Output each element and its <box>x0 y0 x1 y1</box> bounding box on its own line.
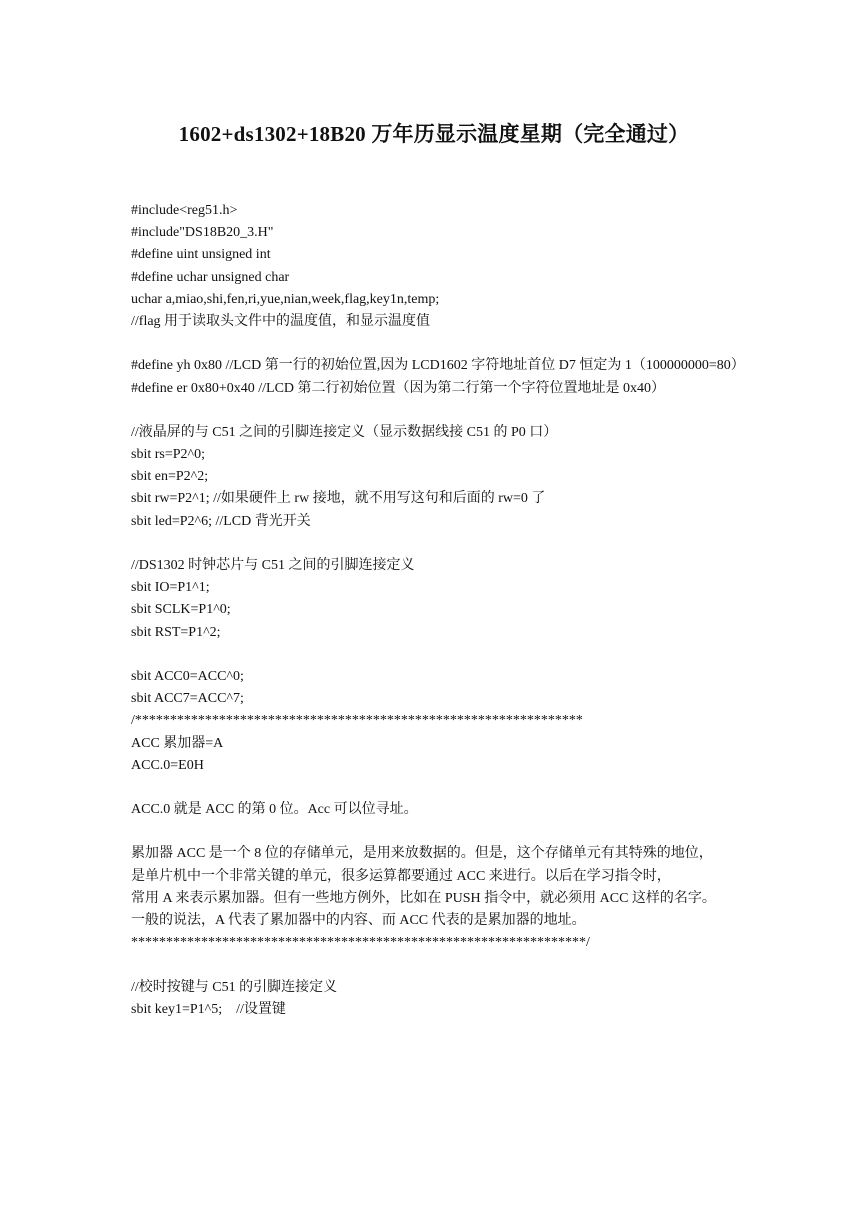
document-body <box>131 200 745 1021</box>
comment-line: //校时按键与 C51 的引脚连接定义 <box>131 979 338 995</box>
comment-line: //DS1302 时钟芯片与 C51 之间的引脚连接定义 <box>131 558 415 574</box>
paragraph-line: 是单片机中一个非常关键的单元，很多运算都要通过 ACC 来进行。以后在学习指令时， <box>131 868 671 884</box>
comment-end-line: *****************************************************************/ <box>131 935 590 951</box>
code-line: #define yh 0x80 //LCD 第一行的初始位置,因为 LCD1602 字符地址首位 D7 恒定为 1（100000000=80） <box>131 358 745 374</box>
comment-line: //flag 用于读取头文件中的温度值，和显示温度值 <box>131 313 431 329</box>
code-line: sbit en=P2^2; <box>131 469 209 485</box>
comment-start-line: /**************************************************************** <box>131 713 583 729</box>
blank-line <box>131 954 741 976</box>
blank-line <box>131 400 741 422</box>
paragraph-line: 累加器 ACC 是一个 8 位的存储单元，是用来放数据的。但是，这个存储单元有其特殊的地位， <box>131 846 713 862</box>
code-line: #define uchar unsigned char <box>131 269 290 285</box>
code-line: sbit SCLK=P1^0; <box>131 602 231 618</box>
blank-line <box>131 533 741 555</box>
code-line: sbit key1=P1^5; //设置键 <box>131 1001 286 1017</box>
blank-line <box>131 333 741 355</box>
blank-line <box>131 644 741 666</box>
comment-line: //液晶屏的与 C51 之间的引脚连接定义（显示数据线接 C51 的 P0 口） <box>131 424 558 440</box>
code-line: sbit ACC7=ACC^7; <box>131 691 244 707</box>
paragraph-line: 一般的说法，A 代表了累加器中的内容、而 ACC 代表的是累加器的地址。 <box>131 913 586 929</box>
code-line: #define er 0x80+0x40 //LCD 第二行初始位置（因为第二行第一个字符位置地址是 0x40） <box>131 380 666 396</box>
code-line: sbit rs=P2^0; <box>131 447 205 463</box>
code-line: sbit rw=P2^1; //如果硬件上 rw 接地，就不用写这句和后面的 rw=0 了 <box>131 491 546 507</box>
code-line: #define uint unsigned int <box>131 247 271 263</box>
document-title: 1602+ds1302+18B20 万年历显示温度星期（完全通过） <box>178 122 690 146</box>
blank-line <box>131 821 741 843</box>
code-line: sbit ACC0=ACC^0; <box>131 668 244 684</box>
text-line: ACC 累加器=A <box>131 735 224 751</box>
blank-line <box>131 777 741 799</box>
code-line: uchar a,miao,shi,fen,ri,yue,nian,week,flag,key1n,temp; <box>131 291 440 307</box>
code-line: sbit IO=P1^1; <box>131 580 210 596</box>
code-line: sbit led=P2^6; //LCD 背光开关 <box>131 513 311 529</box>
text-line: ACC.0=E0H <box>131 757 204 773</box>
code-line: #include"DS18B20_3.H" <box>131 225 274 241</box>
code-line: #include<reg51.h> <box>131 203 238 218</box>
paragraph-line: 常用 A 来表示累加器。但有一些地方例外，比如在 PUSH 指令中，就必须用 ACC 这样的名字。 <box>131 890 716 906</box>
text-line: ACC.0 就是 ACC 的第 0 位。Acc 可以位寻址。 <box>131 802 418 818</box>
code-line: sbit RST=P1^2; <box>131 624 221 640</box>
